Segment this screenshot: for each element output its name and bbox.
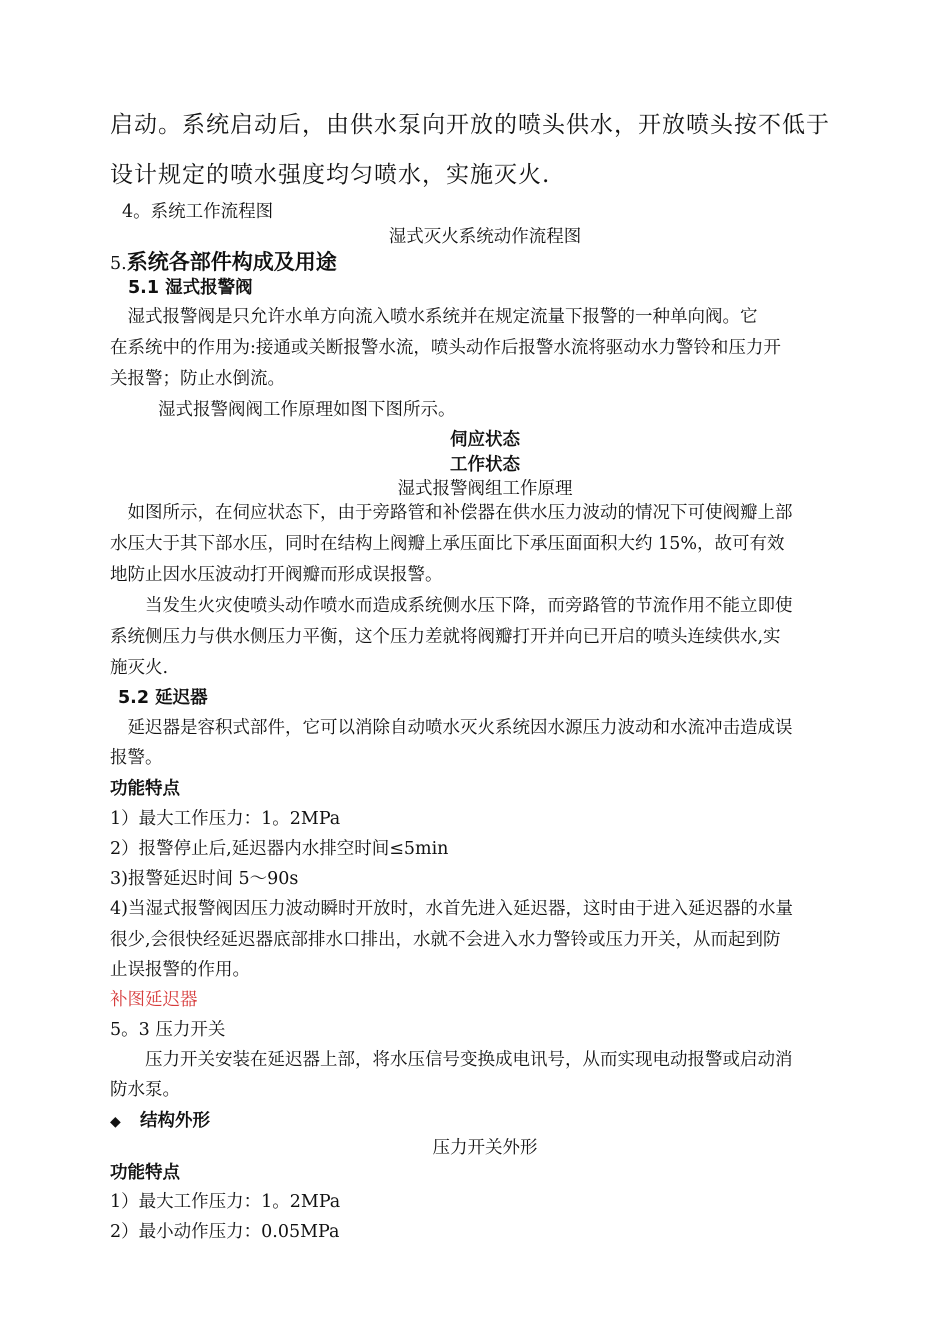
section-5-3-heading: 5。3 压力开关 — [110, 1020, 226, 1040]
alarm-valve-caption: 湿式报警阀组工作原理 — [397, 479, 573, 499]
feature-1-1: 1）最大工作压力：1。2MPa — [110, 809, 341, 829]
intro-line-1: 启动。系统启动后，由供水泵向开放的喷头供水，开放喷头按不低于 — [110, 112, 830, 138]
feature-2-1: 1）最大工作压力：1。2MPa — [110, 1192, 341, 1212]
intro-line-2: 设计规定的喷水强度均匀喷水，实施灭火. — [110, 162, 551, 188]
p53-line-1: 压力开关安装在延迟器上部，将水压信号变换成电讯号，从而实现电动报警或启动消 — [110, 1050, 793, 1070]
p52-line-2: 报警。 — [110, 748, 163, 768]
feature-1-4c: 止误报警的作用。 — [110, 960, 250, 980]
pfire-line-1: 当发生火灾使喷头动作喷水而造成系统侧水压下降，而旁路管的节流作用不能立即使 — [110, 596, 793, 616]
p52-line-1: 延迟器是容积式部件，它可以消除自动喷水灭火系统因水源压力波动和水流冲击造成误 — [110, 718, 793, 738]
section-5-number: 5. — [110, 254, 127, 274]
pfig-line-2: 水压大于其下部水压，同时在结构上阀瓣上承压面比下承压面面积大约 15%，故可有效 — [110, 534, 785, 554]
p53-line-2: 防水泵。 — [110, 1080, 180, 1100]
standby-state-label: 伺应状态 — [450, 430, 520, 450]
features-heading-2: 功能特点 — [110, 1163, 180, 1183]
pfire-line-2: 系统侧压力与供水侧压力平衡，这个压力差就将阀瓣打开并向已开启的喷头连续供水,实 — [110, 627, 781, 647]
feature-1-4a: 4)当湿式报警阀因压力波动瞬时开放时，水首先进入延迟器，这时由于进入延迟器的水量 — [110, 899, 793, 919]
section-5-1-heading: 5.1 湿式报警阀 — [128, 278, 253, 298]
pfire-line-3: 施灭火. — [110, 658, 169, 678]
structure-bullet-label: 结构外形 — [140, 1111, 210, 1131]
pressure-switch-caption: 压力开关外形 — [432, 1138, 538, 1158]
pfig-line-3: 地防止因水压波动打开阀瓣而形成误报警。 — [110, 565, 443, 585]
section-5-title: 系统各部件构成及用途 — [126, 250, 337, 274]
diamond-bullet-icon: ◆ — [110, 1114, 121, 1130]
feature-1-4b: 很少,会很快经延迟器底部排水口排出，水就不会进入水力警铃或压力开关，从而起到防 — [110, 930, 781, 950]
feature-1-2: 2）报警停止后,延迟器内水排空时间≤5min — [110, 839, 449, 859]
note-insert-figure: 补图延迟器 — [110, 990, 198, 1010]
section-5-2-heading: 5.2 延迟器 — [118, 688, 208, 708]
features-heading-1: 功能特点 — [110, 779, 180, 799]
feature-2-2: 2）最小动作压力：0.05MPa — [110, 1222, 340, 1242]
flowchart-caption: 湿式灭火系统动作流程图 — [388, 227, 582, 247]
section-4-heading: 4。系统工作流程图 — [122, 202, 274, 222]
p51-line-1: 湿式报警阀是只允许水单方向流入喷水系统并在规定流量下报警的一种单向阀。它 — [110, 307, 758, 327]
working-state-label: 工作状态 — [450, 455, 520, 475]
p51-line-2: 在系统中的作用为:接通或关断报警水流，喷头动作后报警水流将驱动水力警铃和压力开 — [110, 338, 781, 358]
p51-line-3: 关报警；防止水倒流。 — [110, 369, 285, 389]
feature-1-3: 3)报警延迟时间 5～90s — [110, 869, 299, 889]
pfig-line-1: 如图所示，在伺应状态下，由于旁路管和补偿器在供水压力波动的情况下可使阀瓣上部 — [110, 503, 793, 523]
p51-figure-ref: 湿式报警阀阀工作原理如图下图所示。 — [158, 400, 456, 420]
